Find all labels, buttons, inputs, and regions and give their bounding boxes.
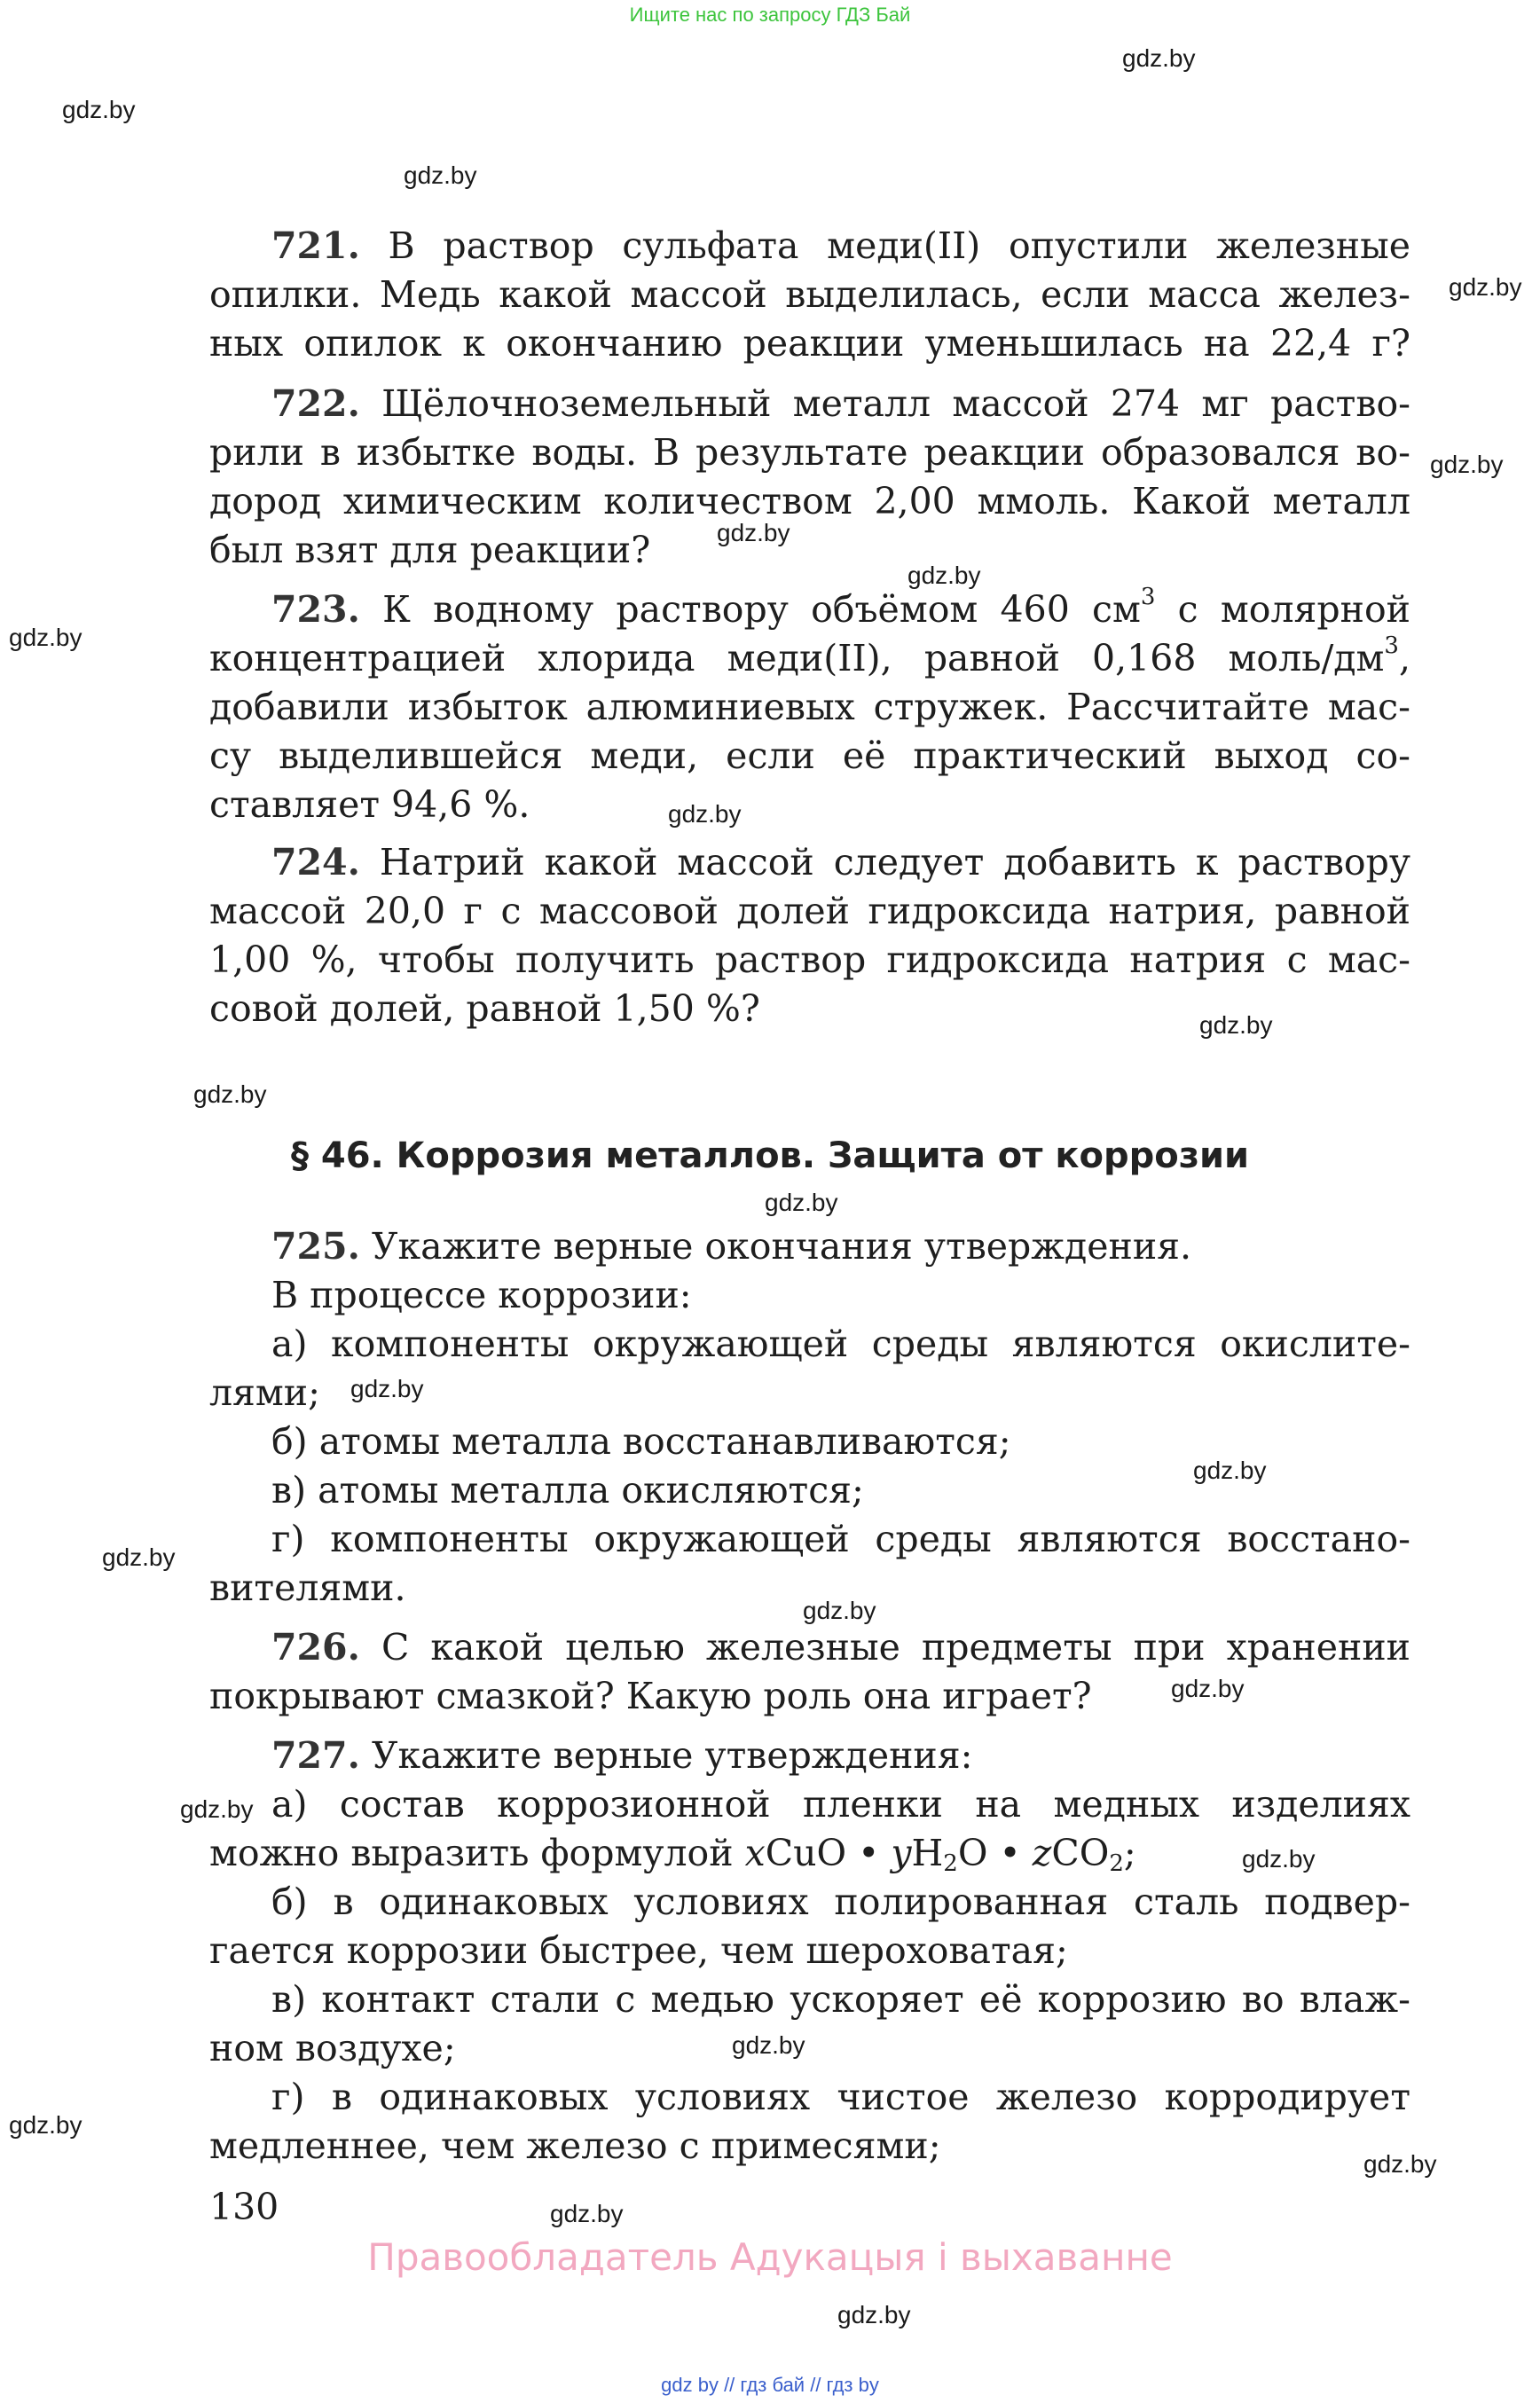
watermark: gdz.by — [1122, 44, 1196, 72]
problem-723-line: су выделившейся меди, если её практический выход со- — [209, 734, 1410, 777]
formula-part: H — [911, 1832, 944, 1874]
option-v: в) атомы металла окисляются; — [271, 1469, 864, 1512]
problem-text: с молярной — [1155, 588, 1410, 631]
problem-724-line: массой 20,0 г с массовой долей гидроксида натрия, равной — [209, 890, 1410, 932]
problem-text: Натрий какой массой следует добавить к раствору — [379, 841, 1410, 883]
watermark: gdz.by — [193, 1080, 267, 1108]
problem-text: , — [1398, 637, 1410, 679]
top-banner[interactable]: Ищите нас по запросу ГДЗ Бай — [629, 4, 911, 26]
problem-723-line — [209, 634, 1410, 682]
watermark: gdz.by — [1171, 1675, 1245, 1702]
watermark: gdz.by — [1363, 2150, 1437, 2178]
option-b: б) в одинаковых условиях полированная сталь подвер- — [271, 1881, 1410, 1923]
option-a: а) компоненты окружающей среды являются окислите- — [271, 1323, 1410, 1365]
problem-721-line: ных опилок к окончанию реакции уменьшилась на 22,4 г? — [209, 322, 1410, 365]
problem-722-line: был взят для реакции? — [209, 529, 651, 571]
option-g: медленнее, чем железо с примесями; — [209, 2124, 941, 2167]
watermark: gdz.by — [180, 1795, 254, 1823]
option-b: гается коррозии быстрее, чем шероховатая; — [209, 1929, 1068, 1972]
problem-text: концентрацией хлорида меди(II), равной 0,168 моль/дм — [209, 637, 1385, 679]
watermark: gdz.by — [350, 1375, 424, 1402]
formula-var: x — [744, 1832, 766, 1874]
watermark: gdz.by — [1199, 1011, 1273, 1039]
option-v: ном воздухе; — [209, 2027, 456, 2069]
option-a — [209, 1829, 1410, 1877]
watermark: gdz.by — [765, 1189, 838, 1216]
problem-725-line: В процессе коррозии: — [271, 1274, 692, 1316]
watermark: gdz.by — [1430, 451, 1504, 478]
problem-723-line: добавили избыток алюминиевых стружек. Рассчитайте мас- — [209, 686, 1410, 728]
option-g: вителями. — [209, 1567, 406, 1609]
problem-721-line: опилки. Медь какой массой выделилась, если масса желез- — [209, 273, 1410, 316]
option-g: г) компоненты окружающей среды являются восстано- — [271, 1518, 1410, 1560]
watermark: gdz.by — [102, 1543, 176, 1571]
watermark: gdz.by — [717, 519, 790, 546]
formula-part: CuO — [765, 1832, 847, 1874]
watermark: gdz.by — [908, 561, 981, 589]
problem-726-line: покрывают смазкой? Какую роль она играет? — [209, 1675, 1092, 1717]
problem-text: Щёлочноземельный металл массой 274 мг раство- — [381, 382, 1410, 425]
problem-text: С какой целью железные предметы при хранении — [381, 1626, 1410, 1669]
page-number: 130 — [209, 2186, 279, 2228]
watermark: gdz.by — [550, 2200, 624, 2227]
watermark: gdz.by — [732, 2031, 805, 2059]
problem-723-line: ставляет 94,6 %. — [209, 783, 530, 826]
formula-var: y — [891, 1832, 912, 1874]
option-g: г) в одинаковых условиях чистое железо корродирует — [271, 2076, 1410, 2118]
problem-724-line — [271, 838, 1410, 886]
option-a: лями; — [209, 1371, 320, 1414]
problem-722-line: дород химическим количеством 2,00 ммоль. Какой металл — [209, 480, 1410, 522]
watermark: gdz.by — [837, 2301, 911, 2328]
watermark: gdz.by — [1193, 1457, 1267, 1484]
option-v: в) контакт стали с медью ускоряет её коррозию во влаж- — [271, 1978, 1410, 2021]
problem-725-line — [271, 1222, 1410, 1270]
superscript: 3 — [1384, 632, 1399, 659]
problem-723-line — [271, 585, 1410, 633]
watermark: gdz.by — [803, 1597, 876, 1624]
problem-number: 727. — [271, 1734, 360, 1777]
problem-722-line: рили в избытке воды. В результате реакции образовался во- — [209, 431, 1410, 474]
problem-number: 726. — [271, 1626, 360, 1669]
formula-var: z — [1032, 1832, 1052, 1874]
problem-number: 725. — [271, 1225, 360, 1268]
problem-724-line: 1,00 %, чтобы получить раствор гидроксида натрия с мас- — [209, 938, 1410, 981]
superscript: 3 — [1140, 584, 1156, 610]
watermark: gdz.by — [1242, 1845, 1316, 1873]
formula-sub: 2 — [1109, 1850, 1124, 1877]
option-b: б) атомы металла восстанавливаются; — [271, 1420, 1011, 1463]
formula-part: O — [957, 1832, 988, 1874]
section-title: § 46. Коррозия металлов. Защита от коррозии — [290, 1135, 1250, 1176]
bottom-banner[interactable]: gdz by // гдз бай // гдз by — [661, 2374, 879, 2396]
formula-part: ; — [1123, 1832, 1136, 1874]
formula-dot: • — [846, 1832, 892, 1874]
option-a: а) состав коррозионной пленки на медных изделиях — [271, 1783, 1410, 1826]
problem-text: можно выразить формулой — [209, 1832, 745, 1874]
problem-number: 722. — [271, 382, 360, 425]
watermark: gdz.by — [1449, 273, 1522, 301]
watermark: gdz.by — [62, 96, 136, 123]
problem-number: 724. — [271, 841, 360, 883]
problem-727-line — [271, 1732, 1410, 1779]
problem-text: В раствор сульфата меди(II) опустили железные — [388, 224, 1410, 267]
problem-number: 721. — [271, 224, 360, 267]
watermark: gdz.by — [9, 624, 82, 651]
watermark: gdz.by — [668, 800, 742, 828]
problem-text: Укажите верные окончания утверждения. — [371, 1225, 1192, 1268]
watermark: gdz.by — [9, 2111, 82, 2139]
problem-number: 723. — [271, 588, 360, 631]
problem-text: Укажите верные утверждения: — [371, 1734, 973, 1777]
problem-724-line: совой долей, равной 1,50 %? — [209, 987, 760, 1030]
formula-part: CO — [1051, 1832, 1110, 1874]
watermark: gdz.by — [404, 161, 477, 189]
problem-722-line — [271, 380, 1410, 428]
problem-726-line — [271, 1623, 1410, 1671]
formula-dot: • — [987, 1832, 1033, 1874]
formula-sub: 2 — [943, 1850, 958, 1877]
problem-text: К водному раствору объёмом 460 см — [382, 588, 1141, 631]
copyright-notice: Правообладатель Адукацыя і выхаванне — [367, 2235, 1173, 2279]
problem-721-line — [271, 222, 1410, 270]
